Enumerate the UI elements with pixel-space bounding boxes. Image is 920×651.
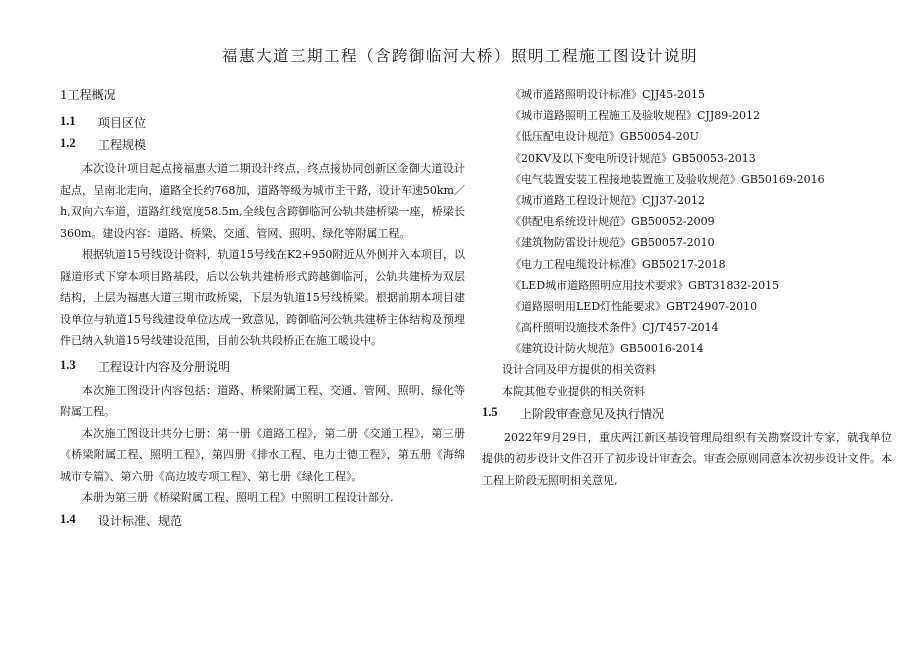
section-heading-1-1 — [60, 114, 465, 132]
section-number: 1.1 — [60, 114, 76, 128]
right-column — [482, 84, 892, 491]
paragraph-review-opinion: 2022年9月29日，重庆两江新区基设管理局组织有关勘察设计专家，就我单位提供的初步设计文件召开了初步设计审查会。审查会原则同意本次初步设计文件。本工程上阶段无照明相关意见, — [482, 430, 892, 487]
section-title: 设计标准、规范 — [98, 513, 183, 528]
section-number: 1.3 — [60, 357, 76, 372]
left-column — [60, 84, 465, 534]
list-item: 《城市道路工程设计规范》CJJ37-2012 — [510, 193, 705, 207]
section-number: 1.5 — [482, 404, 498, 419]
section-heading-1-2 — [60, 136, 465, 154]
paragraph-this-volume: 本册为第三册《桥梁附属工程、照明工程》中照明工程设计部分. — [82, 491, 394, 504]
list-item: 《城市道路照明设计标准》CJJ45-2015 — [510, 88, 705, 101]
section-title: 工程规模 — [98, 138, 147, 152]
page-title: 福惠大道三期工程（含跨御临河大桥）照明工程施工图设计说明 — [221, 47, 698, 65]
section-heading-1-3 — [60, 358, 465, 376]
list-item: 《LED城市道路照明应用技术要求》GBT31832-2015 — [510, 278, 780, 292]
section-heading-1-4 — [60, 512, 465, 530]
list-item: 《建筑设计防火规范》GB50016-2014 — [510, 342, 704, 356]
section-title: 项目区位 — [98, 116, 147, 130]
section-number: 1.4 — [60, 511, 76, 526]
section-heading-1: 1工程概况 — [60, 88, 116, 102]
reference-other-disciplines: 本院其他专业提供的相关资料 — [502, 384, 645, 398]
list-item: 《电力工程电缆设计标准》GB50217-2018 — [510, 257, 726, 271]
list-item: 《供配电系统设计规范》GB50052-2009 — [510, 215, 715, 229]
list-item: 《道路照明用LED灯性能要求》GBT24907-2010 — [510, 299, 758, 313]
list-item: 《电气装置安装工程接地装置施工及验收规范》GB50169-2016 — [510, 172, 825, 186]
section-title: 工程设计内容及分册说明 — [98, 359, 231, 374]
paragraph-rail-line: 根据轨道15号线设计资料，轨道15号线在K2+950附近从外侧并入本项目，以隧道形式下穿本项目路基段，后以公轨共建桥形式跨越御临河，公轨共建桥为双层结构，上层为福惠大道三期市政桥梁，下层为轨道15号线桥梁。根据前期本项目建设单位与轨道15号线建设单位达成一致意见，跨御临河公轨共建桥主体结构及预埋件已纳入轨道15号线建设范围，目前公轨共段桥正在施工暖设中。 — [60, 248, 465, 347]
section-title: 上阶段审查意见及执行情况 — [520, 406, 665, 421]
list-item: 《20KV及以下变电所设计规范》GB50053-2013 — [510, 151, 756, 165]
list-item: 《城市道路照明工程施工及验收规程》CJJ89-2012 — [510, 109, 760, 123]
standards-list — [482, 84, 892, 359]
list-item: 《低压配电设计规范》GB50054-20U — [510, 130, 699, 144]
section-heading-1-5 — [482, 405, 892, 423]
paragraph-project-scope: 本次设计项目起点接福惠大道二期设计终点，终点接协同创新区金御大道设计起点，呈南北走向，道路全长约768加，道路等级为城市主干路，设计车速50km／h,双向六车道，道路红线宽度58.5m,全线包含跨御临河公轨共建桥梁一座，桥梁长360m。建设内容：道路、桥梁、交通、管网、照明、绿化等附属工程。 — [60, 162, 465, 240]
section-number: 1.2 — [60, 136, 76, 150]
list-item: 《建筑物防雷设计规范》GB50057-2010 — [510, 236, 715, 250]
paragraph-design-content: 本次施工图设计内容包括：道路、桥梁附属工程、交通、管网、照明、绿化等附属工程。 — [60, 383, 465, 418]
list-item: 《高杆照明设施技术条件》CJ/T457-2014 — [510, 321, 719, 335]
paragraph-volumes: 本次施工图设计共分七册：第一册《道路工程》，第二册《交通工程》，第三册《桥梁附属工程、照明工程》，第四册《排水工程、电力士德工程》，第五册《海绵城市专篇》、第六册《高边坡专项工程》、第七册《绿化工程》。 — [60, 426, 465, 483]
reference-contract: 设计合同及甲方提供的相关资料 — [502, 363, 656, 377]
